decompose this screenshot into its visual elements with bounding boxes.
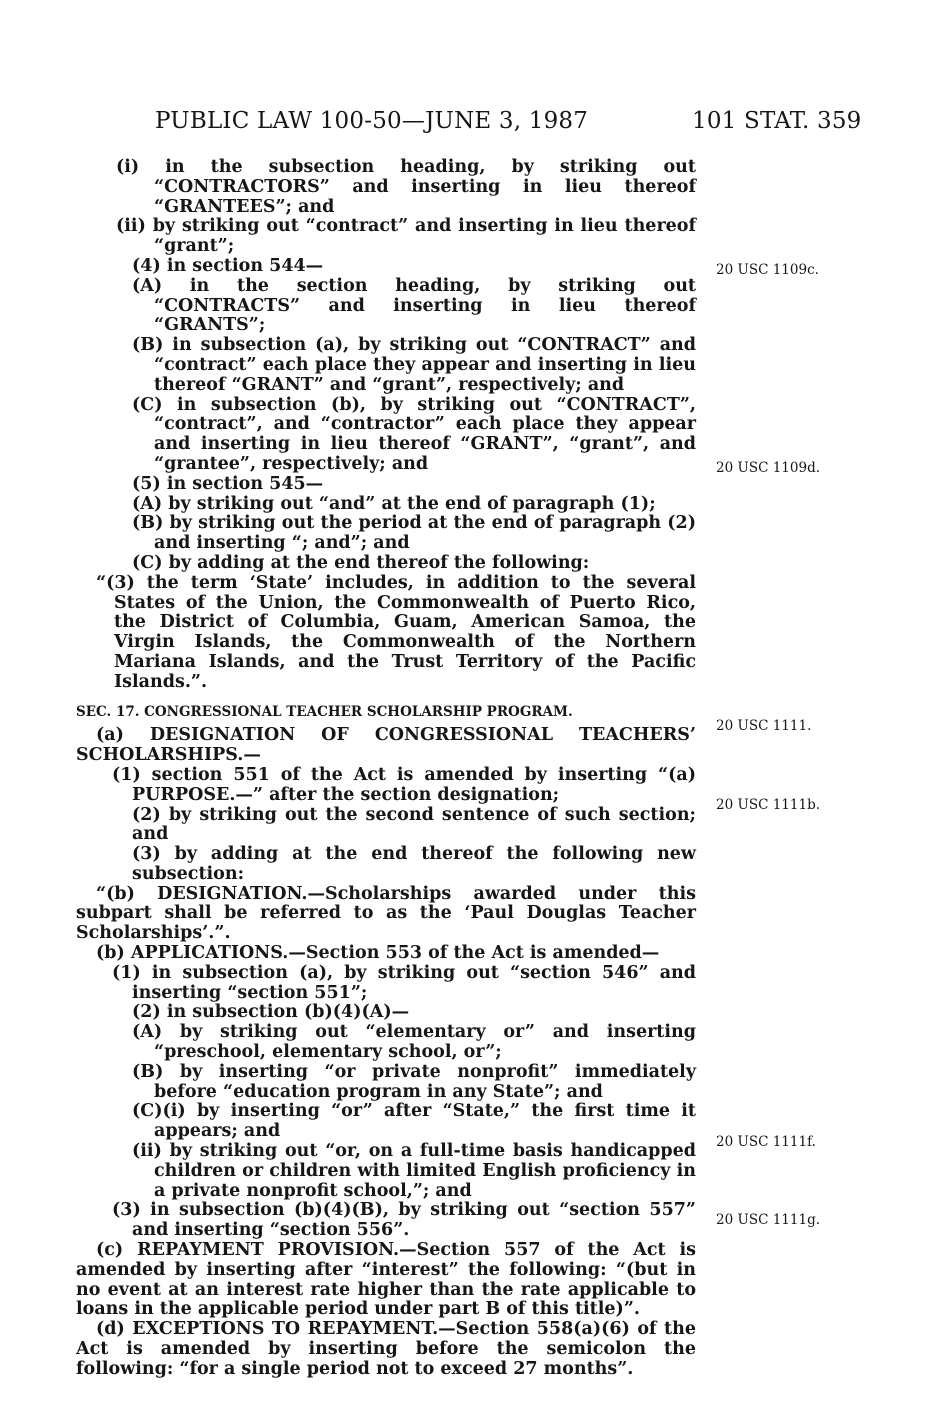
paragraph: (B) by inserting “or private nonprofit” immediately before “education program in any State”; and [132, 1061, 696, 1102]
paragraph: (C) by adding at the end thereof the following: [132, 552, 590, 573]
paragraph: (B) in subsection (a), by striking out “CONTRACT” and “contract” each place they appear and inserting in lieu thereof “GRANT” and “grant”, respectively; and [132, 335, 696, 395]
paragraph: (5) in section 545— [132, 473, 324, 494]
paragraph: (ii) by striking out “or, on a full-time basis handicapped children or children with limited English proficiency in a private nonprofit school,”; and [132, 1141, 696, 1201]
margin-citation: 20 USC 1109c. [716, 262, 819, 278]
paragraph: (c) REPAYMENT PROVISION.—Section 557 of the Act is amended by inserting after “interest” the following: “(but in no event at an interest rate higher than the rate applicable to loans in the applicable period under part B of this title)”. [76, 1240, 696, 1320]
paragraph: (3) in subsection (b)(4)(B), by striking out “section 557” and inserting “section 556”. [112, 1200, 696, 1241]
margin-citation: 20 USC 1111. [716, 718, 812, 734]
paragraph: (3) by adding at the end thereof the following new subsection: [132, 844, 696, 884]
paragraph: (1) section 551 of the Act is amended by inserting “(a) PURPOSE.—” after the section designation; [112, 764, 696, 805]
paragraph: (2) by striking out the second sentence of such section; and [132, 804, 696, 845]
quoted-paragraph: “(3) the term ‘State’ includes, in addition to the several States of the Union, the Commonwealth of Puerto Rico, the District of Columbia, Guam, American Samoa, the Virgin Islands, the Commonwealth of the Northern Mariana Islands, and the Trust Territory of the Pacific Islands.”. [96, 572, 696, 692]
subsection-heading: (a) DESIGNATION OF CONGRESSIONAL TEACHERS’ SCHOLARSHIPS.— [76, 725, 696, 766]
quoted-paragraph: “(b) DESIGNATION.—Scholarships awarded under this subpart shall be referred to as the ‘Paul Douglas Teacher Scholarships’.”. [76, 883, 696, 944]
margin-citation: 20 USC 1111g. [716, 1212, 821, 1228]
paragraph: (i) in the subsection heading, by striking out “CONTRACTORS” and inserting in lieu thereof “GRANTEES”; and [116, 157, 696, 217]
subsection-heading: (b) APPLICATIONS.—Section 553 of the Act is amended— [96, 943, 660, 964]
paragraph: (4) in section 544— [132, 255, 324, 276]
document-body [76, 158, 696, 1380]
paragraph: (C)(i) by inserting “or” after “State,” the first time it appears; and [132, 1101, 696, 1142]
paragraph: (1) in subsection (a), by striking out “section 546” and inserting “section 551”; [112, 962, 696, 1003]
paragraph: (B) by striking out the period at the end of paragraph (2) and inserting “; and”; and [132, 513, 696, 554]
paragraph: (2) in subsection (b)(4)(A)— [132, 1002, 410, 1023]
paragraph: (A) by striking out “elementary or” and inserting “preschool, elementary school, or”; [132, 1022, 696, 1063]
margin-citation: 20 USC 1109d. [716, 460, 821, 476]
page-citation: 101 STAT. 359 [692, 108, 862, 134]
paragraph: (d) EXCEPTIONS TO REPAYMENT.—Section 558(a)(6) of the Act is amended by inserting before the semicolon the following: “for a single period not to exceed 27 months”. [76, 1319, 696, 1379]
margin-citation: 20 USC 1111b. [716, 797, 821, 813]
paragraph: (ii) by striking out “contract” and inserting in lieu thereof “grant”; [116, 216, 696, 257]
running-header-title: PUBLIC LAW 100-50—JUNE 3, 1987 [155, 108, 589, 134]
paragraph: (A) in the section heading, by striking out “CONTRACTS” and inserting in lieu thereof “GRANTS”; [132, 275, 696, 336]
paragraph: (A) by striking out “and” at the end of paragraph (1); [132, 493, 656, 514]
paragraph: (C) in subsection (b), by striking out “CONTRACT”, “contract”, and “contractor” each place they appear and inserting in lieu thereof “GRANT”, “grant”, and “grantee”, respectively; and [132, 394, 696, 474]
section-heading: SEC. 17. CONGRESSIONAL TEACHER SCHOLARSHIP PROGRAM. [76, 703, 573, 720]
margin-citation: 20 USC 1111f. [716, 1134, 816, 1150]
